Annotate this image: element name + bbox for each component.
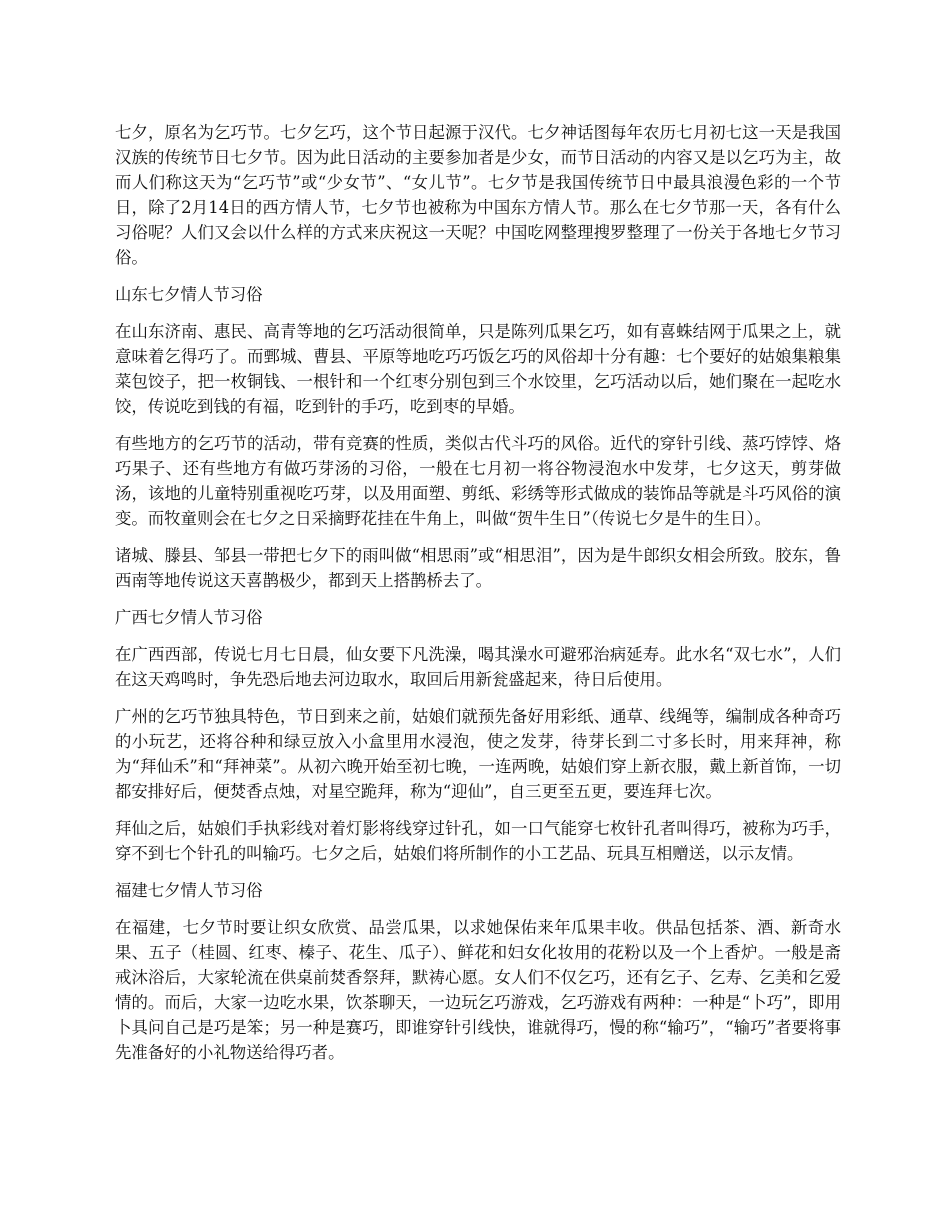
guangxi-paragraph-1: 在广西西部，传说七月七日晨，仙女要下凡洗澡，喝其澡水可避邪治病延寿。此水名“双七水”，人们在这天鸡鸣时，争先恐后地去河边取水，取回后用新瓮盛起来，待日后使用。 [115,645,841,689]
shandong-paragraph-2: 有些地方的乞巧节的活动，带有竞赛的性质，类似古代斗巧的风俗。近代的穿针引线、蒸巧饽饽、烙巧果子、还有些地方有做巧芽汤的习俗，一般在七月初一将谷物浸泡水中发芽，七夕这天，剪芽做汤，该地的儿童特别重视吃巧芽，以及用面塑、剪纸、彩绣等形式做成的装饰品等就是斗巧风俗的演变。而牧童则会在七夕之日采摘野花挂在牛角上，叫做“贺牛生日”（传说七夕是牛的生日）。 [115,434,841,528]
intro-paragraph: 七夕，原名为乞巧节。七夕乞巧，这个节日起源于汉代。七夕神话图每年农历七月初七这一天是我国汉族的传统节日七夕节。因为此日活动的主要参加者是少女，而节日活动的内容又是以乞巧为主，故而人们称这天为“乞巧节”或“少女节”、“女儿节”。七夕节是我国传统节日中最具浪漫色彩的一个节日，除了2月14日的西方情人节，七夕节也被称为中国东方情人节。那么在七夕节那一天，各有什么习俗呢？人们又会以什么样的方式来庆祝这一天呢？中国吃网整理搜罗整理了一份关于各地七夕节习俗。 [115,123,841,267]
fujian-paragraph-1: 在福建，七夕节时要让织女欣赏、品尝瓜果，以求她保佑来年瓜果丰收。供品包括茶、酒、新奇水果、五子（桂圆、红枣、榛子、花生、瓜子）、鲜花和妇女化妆用的花粉以及一个上香炉。一般是斋戒沐浴后，大家轮流在供桌前焚香祭拜，默祷心愿。女人们不仅乞巧，还有乞子、乞寿、乞美和乞爱情的。而后，大家一边吃水果，饮茶聊天，一边玩乞巧游戏，乞巧游戏有两种：一种是“卜巧”，即用卜具问自己是巧是笨；另一种是赛巧，即谁穿针引线快，谁就得巧，慢的称“输巧”，“输巧”者要将事先准备好的小礼物送给得巧者。 [115,918,841,1062]
document-page [115,120,841,1077]
section-heading-shandong: 山东七夕情人节习俗 [115,285,263,304]
guangxi-paragraph-3: 拜仙之后，姑娘们手执彩线对着灯影将线穿过针孔，如一口气能穿七枚针孔者叫得巧，被称为巧手，穿不到七个针孔的叫输巧。七夕之后，姑娘们将所制作的小工艺品、玩具互相赠送，以示友情。 [115,819,841,863]
section-heading-guangxi: 广西七夕情人节习俗 [115,608,263,627]
guangxi-paragraph-2: 广州的乞巧节独具特色，节日到来之前，姑娘们就预先备好用彩纸、通草、线绳等，编制成各种奇巧的小玩艺，还将谷种和绿豆放入小盒里用水浸泡，使之发芽，待芽长到二寸多长时，用来拜神，称为“拜仙禾”和“拜神菜”。从初六晚开始至初七晚，一连两晚，姑娘们穿上新衣服，戴上新首饰，一切都安排好后，便焚香点烛，对星空跪拜，称为“迎仙”，自三更至五更，要连拜七次。 [115,707,841,801]
shandong-paragraph-1: 在山东济南、惠民、高青等地的乞巧活动很简单，只是陈列瓜果乞巧，如有喜蛛结网于瓜果之上，就意味着乞得巧了。而鄄城、曹县、平原等地吃巧巧饭乞巧的风俗却十分有趣：七个要好的姑娘集粮集菜包饺子，把一枚铜钱、一根针和一个红枣分别包到三个水饺里，乞巧活动以后，她们聚在一起吃水饺，传说吃到钱的有福，吃到针的手巧，吃到枣的早婚。 [115,322,841,416]
shandong-paragraph-3: 诸城、滕县、邹县一带把七夕下的雨叫做“相思雨”或“相思泪”，因为是牛郎织女相会所致。胶东，鲁西南等地传说这天喜鹊极少，都到天上搭鹊桥去了。 [115,546,841,590]
section-heading-fujian: 福建七夕情人节习俗 [115,881,263,900]
